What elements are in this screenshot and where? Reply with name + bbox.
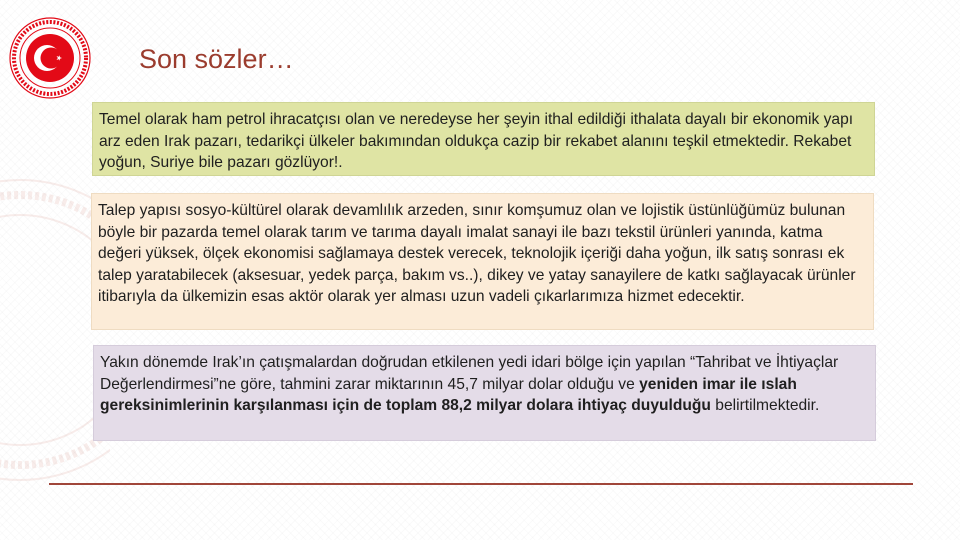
text-box-market-overview	[92, 102, 875, 176]
reconstruction-text-intro: Yakın dönemde Irak’ın çatışmalardan doğrudan etkilenen yedi idari bölge için yapılan “Tahribat ve İhtiyaçlar Değerlendirmesi”ne göre, tahmini zarar miktarının 45,7 milyar dolar olduğu ve	[100, 354, 839, 393]
market-overview-text: Temel olarak ham petrol ihracatçısı olan ve neredeyse her şeyin ithal edildiği ithalata dayalı bir ekonomik yapı arz eden Irak pazarı, tedarikçi ülkeler bakımından oldukça cazip bir rekabet alanını teşkil etmektedir. Rekabet yoğun, Suriye bile pazarı gözlüyor!.	[99, 111, 854, 171]
page-title: Son sözler…	[139, 44, 294, 74]
ministry-emblem-icon	[8, 16, 92, 100]
demand-structure-text: Talep yapısı sosyo-kültürel olarak devamlılık arzeden, sınır komşumuz olan ve lojistik üstünlüğümüz bulunan böyle bir pazarda temel olarak tarım ve tarıma dayalı imalat sanayi ile bazı tekstil ürünleri yanında, katma değeri yüksek, ölçek ekonomisi sağlamaya destek verecek, teknolojik içeriği daha yoğun, ilk satış sonrası ek talep yaratabilecek (aksesuar, yedek parça, bakım vs..), dikey ve yatay sanayilere de katkı sağlayacak ürünler itibarıyla da ülkemizin esas aktör olarak yer alması uzun vadeli çıkarlarımıza hizmet edecektir.	[98, 202, 856, 305]
text-box-reconstruction	[93, 345, 876, 441]
reconstruction-text-emphasis: yeniden imar ile ıslah gereksinimlerinin karşılanması için de toplam 88,2 milyar dolara ihtiyaç duyulduğu	[100, 375, 797, 414]
footer-divider	[49, 483, 913, 485]
text-box-demand-structure	[91, 193, 874, 330]
emblem-watermark-icon	[0, 120, 110, 540]
reconstruction-text	[100, 352, 870, 417]
reconstruction-text-end: belirtilmektedir.	[710, 397, 820, 414]
